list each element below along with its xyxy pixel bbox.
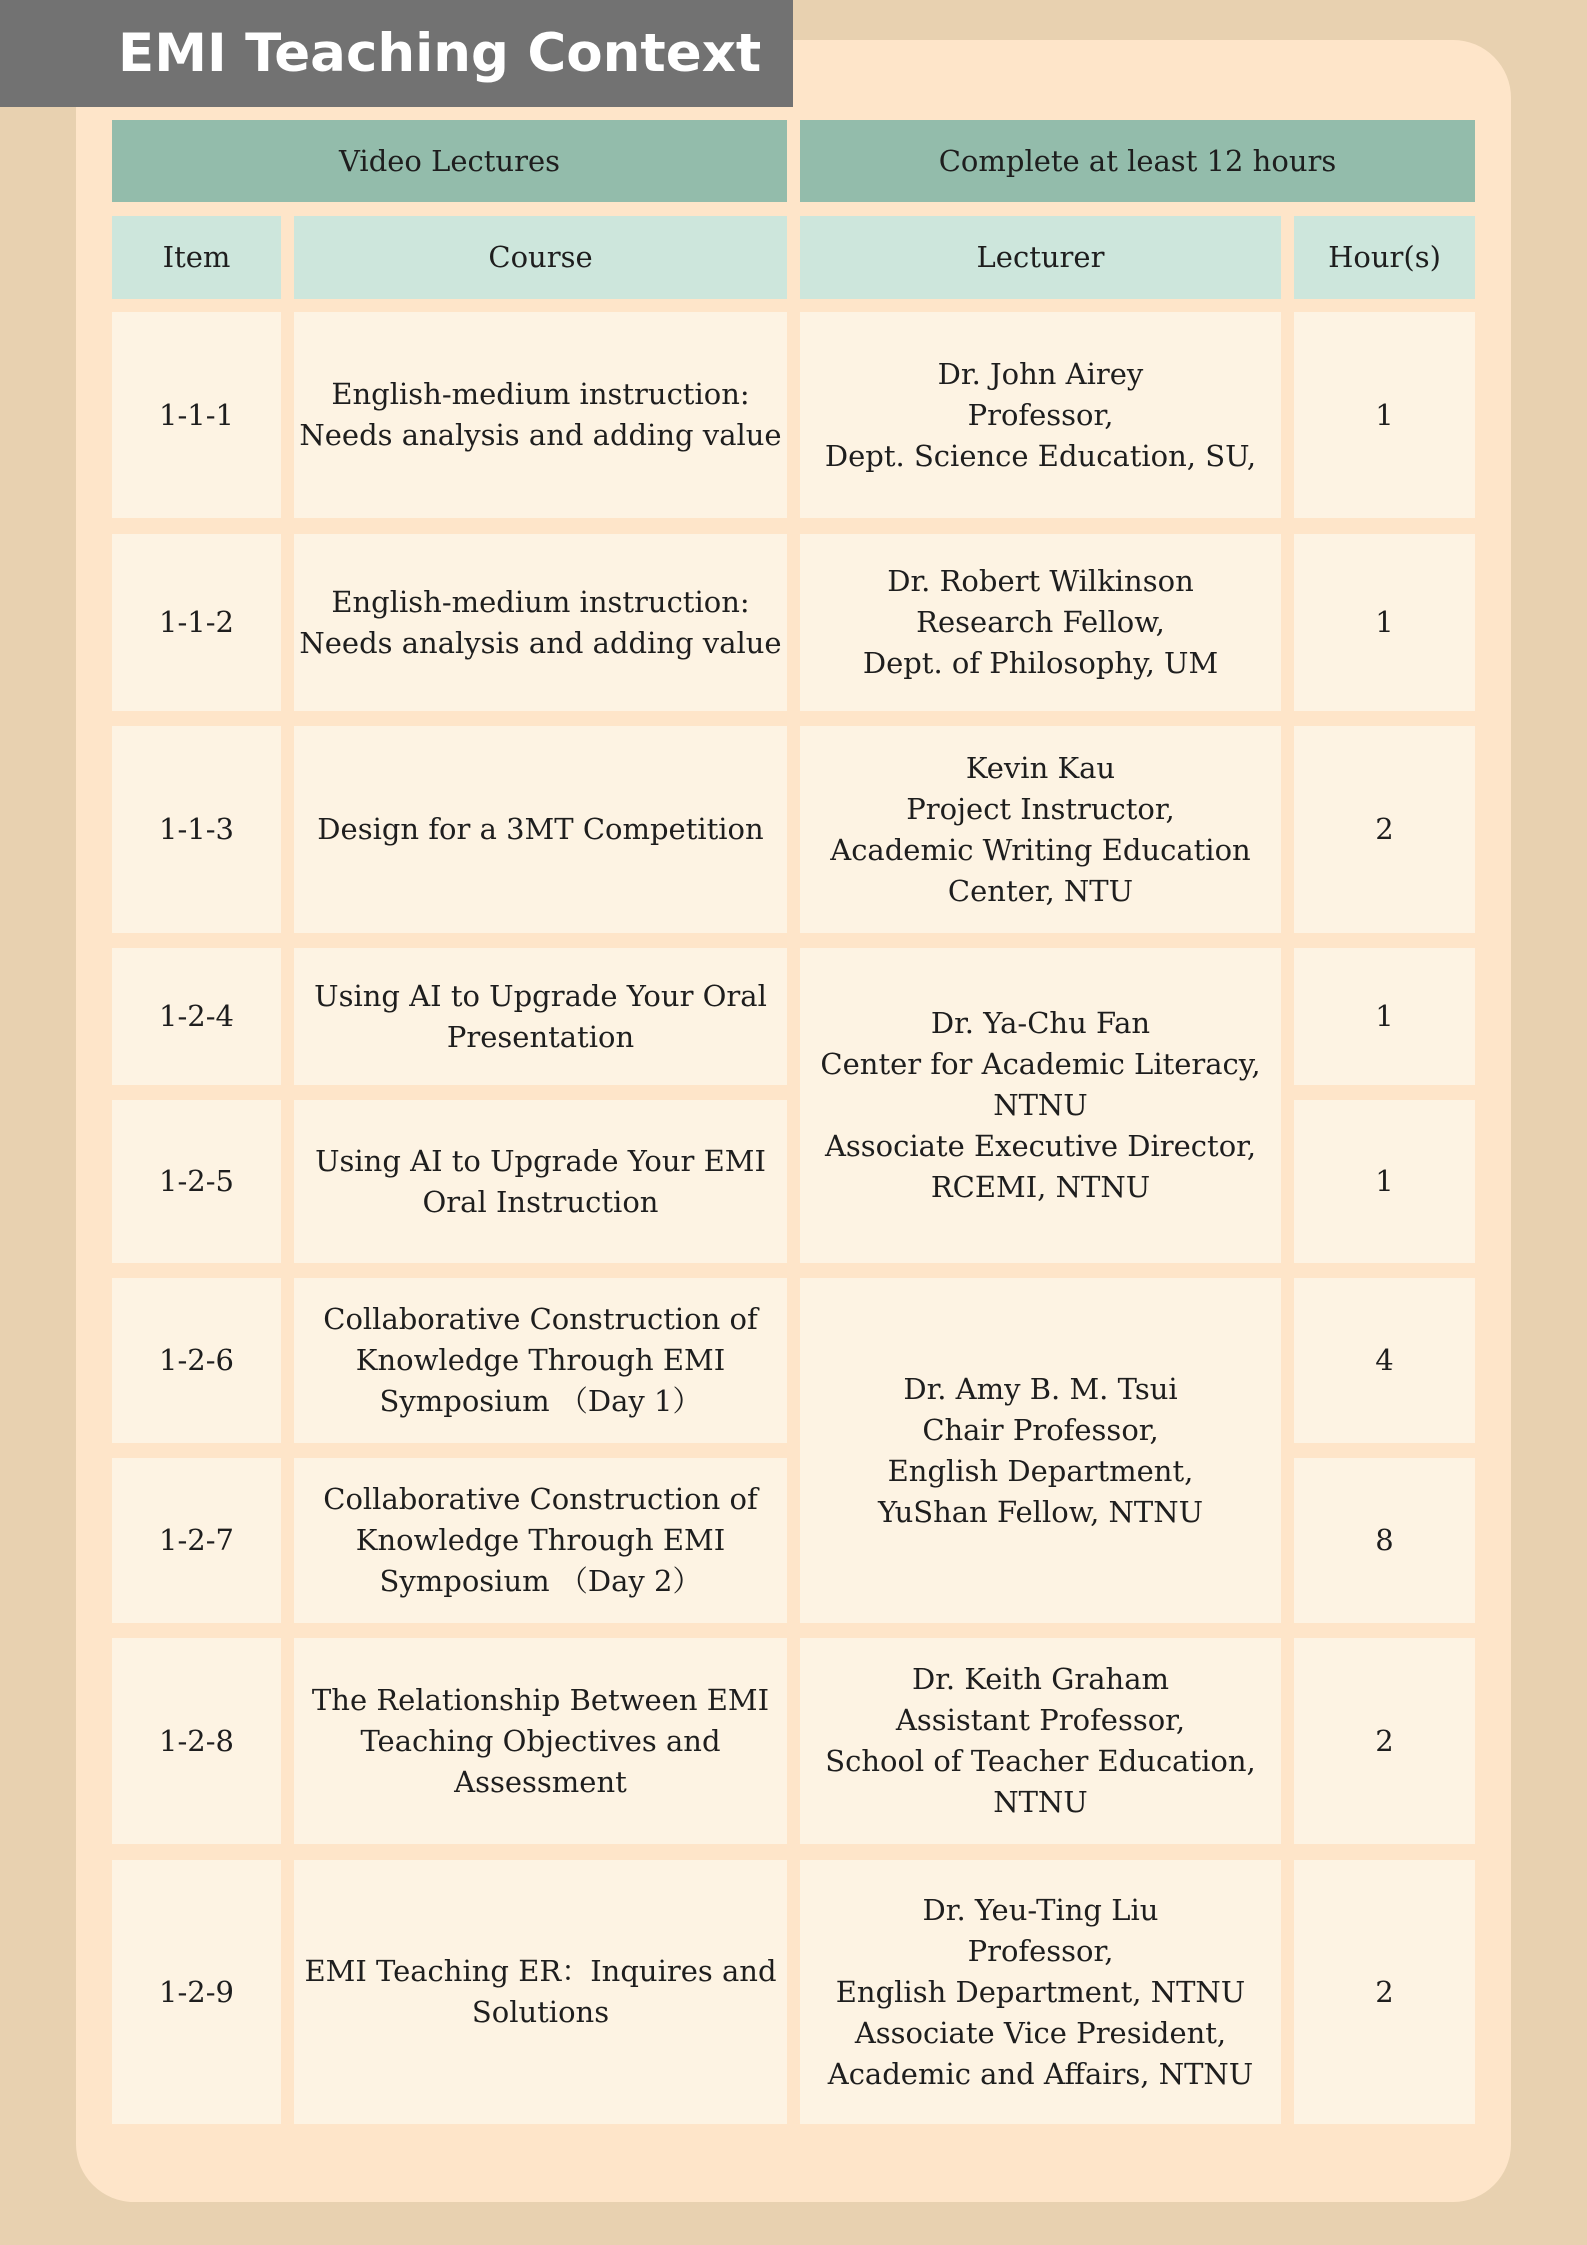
table-row-lecturer: Dr. Robert Wilkinson Research Fellow, Dept. of Philosophy, UM — [800, 534, 1281, 711]
band-hour-requirement: Complete at least 12 hours — [800, 120, 1475, 202]
table-row-hours: 8 — [1294, 1458, 1475, 1623]
table-row-course: The Relationship Between EMI Teaching Objectives and Assessment — [294, 1638, 787, 1844]
table-row-course: Collaborative Construction of Knowledge Through EMI Symposium （Day 2） — [294, 1458, 787, 1623]
table-row-lecturer: Kevin Kau Project Instructor, Academic Writing Education Center, NTU — [800, 726, 1281, 933]
table-row-course: Design for a 3MT Competition — [294, 726, 787, 933]
header-hours: Hour(s) — [1294, 216, 1475, 299]
table-row-item: 1-1-1 — [112, 312, 281, 518]
title-bar — [0, 0, 793, 107]
table-row-lecturer: Dr. Ya-Chu Fan Center for Academic Literacy, NTNU Associate Executive Director, RCEMI, NTNU — [800, 948, 1281, 1263]
table-row-course: English-medium instruction: Needs analysis and adding value — [294, 534, 787, 711]
table-row-lecturer: Dr. Yeu-Ting Liu Professor, English Department, NTNU Associate Vice President, Academic and Affairs, NTNU — [800, 1860, 1281, 2124]
table-row-hours: 1 — [1294, 1100, 1475, 1263]
table-row-lecturer: Dr. John Airey Professor, Dept. Science Education, SU, — [800, 312, 1281, 518]
table-row-hours: 4 — [1294, 1278, 1475, 1443]
table-row-hours: 1 — [1294, 948, 1475, 1085]
table-row-hours: 1 — [1294, 312, 1475, 518]
header-lecturer: Lecturer — [800, 216, 1281, 299]
table-row-item: 1-2-9 — [112, 1860, 281, 2124]
table-row-item: 1-2-7 — [112, 1458, 281, 1623]
table-row-item: 1-1-2 — [112, 534, 281, 711]
table-row-hours: 2 — [1294, 1638, 1475, 1844]
table-row-course: EMI Teaching ER：Inquires and Solutions — [294, 1860, 787, 2124]
table-row-item: 1-2-6 — [112, 1278, 281, 1443]
table-row-item: 1-1-3 — [112, 726, 281, 933]
table-row-item: 1-2-4 — [112, 948, 281, 1085]
table-row-hours: 2 — [1294, 726, 1475, 933]
table-row-lecturer: Dr. Amy B. M. Tsui Chair Professor, English Department, YuShan Fellow, NTNU — [800, 1278, 1281, 1623]
header-item: Item — [112, 216, 281, 299]
table-row-course: Using AI to Upgrade Your Oral Presentation — [294, 948, 787, 1085]
table-row-hours: 1 — [1294, 534, 1475, 711]
table-row-lecturer: Dr. Keith Graham Assistant Professor, School of Teacher Education, NTNU — [800, 1638, 1281, 1844]
table-row-course: English-medium instruction: Needs analysis and adding value — [294, 312, 787, 518]
table-row-course: Collaborative Construction of Knowledge Through EMI Symposium （Day 1） — [294, 1278, 787, 1443]
table-row-hours: 2 — [1294, 1860, 1475, 2124]
table-row-item: 1-2-8 — [112, 1638, 281, 1844]
band-video-lectures: Video Lectures — [112, 120, 787, 202]
header-course: Course — [294, 216, 787, 299]
table-row-item: 1-2-5 — [112, 1100, 281, 1263]
table-row-course: Using AI to Upgrade Your EMI Oral Instruction — [294, 1100, 787, 1263]
page-title: EMI Teaching Context — [118, 23, 762, 84]
